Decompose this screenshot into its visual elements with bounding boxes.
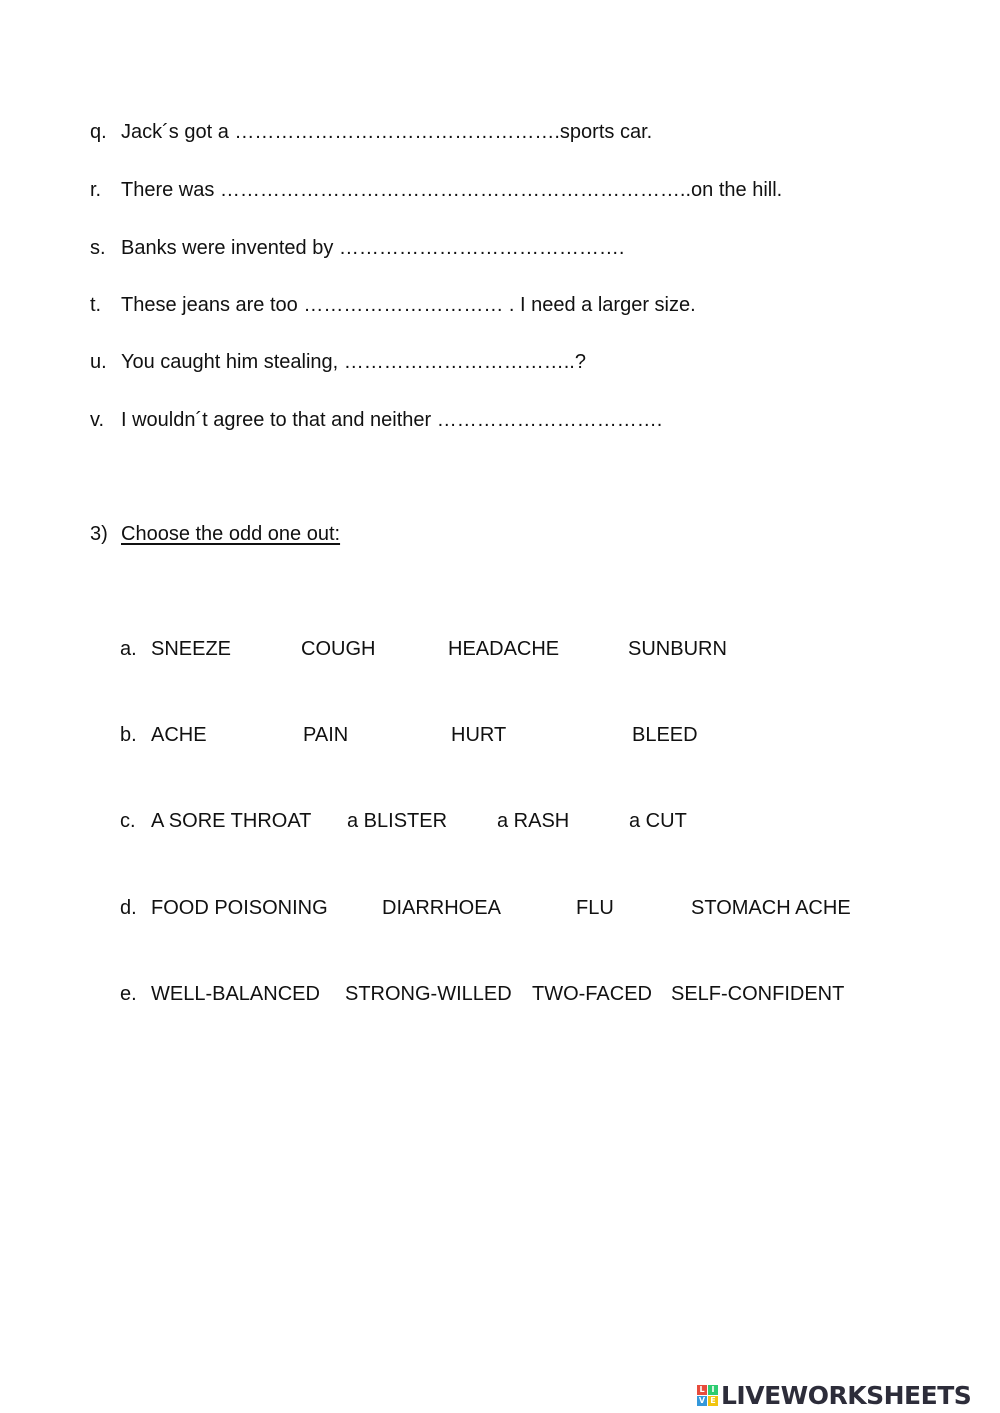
logo-letter-e: E <box>708 1396 718 1406</box>
option-word[interactable]: BLEED <box>632 724 698 746</box>
sentence-marker: r. <box>90 179 102 201</box>
sentence-text: I wouldn´t agree to that and neither ……………………………. <box>121 409 663 431</box>
row-marker: c. <box>120 810 136 832</box>
row-marker: a. <box>120 638 137 660</box>
option-word[interactable]: SNEEZE <box>151 638 232 660</box>
option-word[interactable]: FLU <box>576 897 614 919</box>
sentence-marker: s. <box>90 237 106 259</box>
option-word[interactable]: SELF-CONFIDENT <box>671 983 845 1005</box>
option-word[interactable]: DIARRHOEA <box>382 897 501 919</box>
sentence-text: Banks were invented by ……………………………………. <box>121 237 625 259</box>
option-word[interactable]: a BLISTER <box>347 810 448 832</box>
option-word[interactable]: WELL-BALANCED <box>151 983 320 1005</box>
logo-grid-icon <box>697 1385 718 1406</box>
option-word[interactable]: STOMACH ACHE <box>691 897 851 919</box>
option-word[interactable]: a RASH <box>497 810 570 832</box>
liveworksheets-logo <box>697 1378 971 1412</box>
sentence-marker: q. <box>90 121 107 143</box>
option-word[interactable]: A SORE THROAT <box>151 810 312 832</box>
row-marker: d. <box>120 897 137 919</box>
logo-letter-i: I <box>708 1385 718 1395</box>
sentence-text: Jack´s got a ………………………………………….sports car. <box>121 121 653 143</box>
option-word[interactable]: HURT <box>451 724 507 746</box>
section-title: Choose the odd one out: <box>121 523 341 545</box>
logo-letter-l: L <box>697 1385 707 1395</box>
sentence-marker: t. <box>90 294 102 316</box>
option-word[interactable]: TWO-FACED <box>532 983 652 1005</box>
option-word[interactable]: COUGH <box>301 638 376 660</box>
sentence-marker: u. <box>90 351 107 373</box>
section-number: 3) <box>90 523 108 545</box>
row-marker: b. <box>120 724 137 746</box>
option-word[interactable]: SUNBURN <box>628 638 727 660</box>
logo-letter-v: V <box>698 1395 706 1405</box>
logo-text: LIVEWORKSHEETS <box>721 1380 972 1410</box>
sentence-text: These jeans are too ………………………… . I need a larger size. <box>121 294 696 316</box>
option-word[interactable]: a CUT <box>629 810 687 832</box>
option-word[interactable]: FOOD POISONING <box>151 897 328 919</box>
sentence-marker: v. <box>90 409 105 431</box>
option-word[interactable]: PAIN <box>303 724 349 746</box>
option-word[interactable]: STRONG-WILLED <box>345 983 512 1005</box>
option-word[interactable]: ACHE <box>151 724 207 746</box>
sentence-text: You caught him stealing, ……………………………..? <box>121 351 586 373</box>
option-word[interactable]: HEADACHE <box>448 638 560 660</box>
sentence-text: There was ……………………………………………………………..on the hill. <box>121 179 783 201</box>
row-marker: e. <box>120 983 137 1005</box>
